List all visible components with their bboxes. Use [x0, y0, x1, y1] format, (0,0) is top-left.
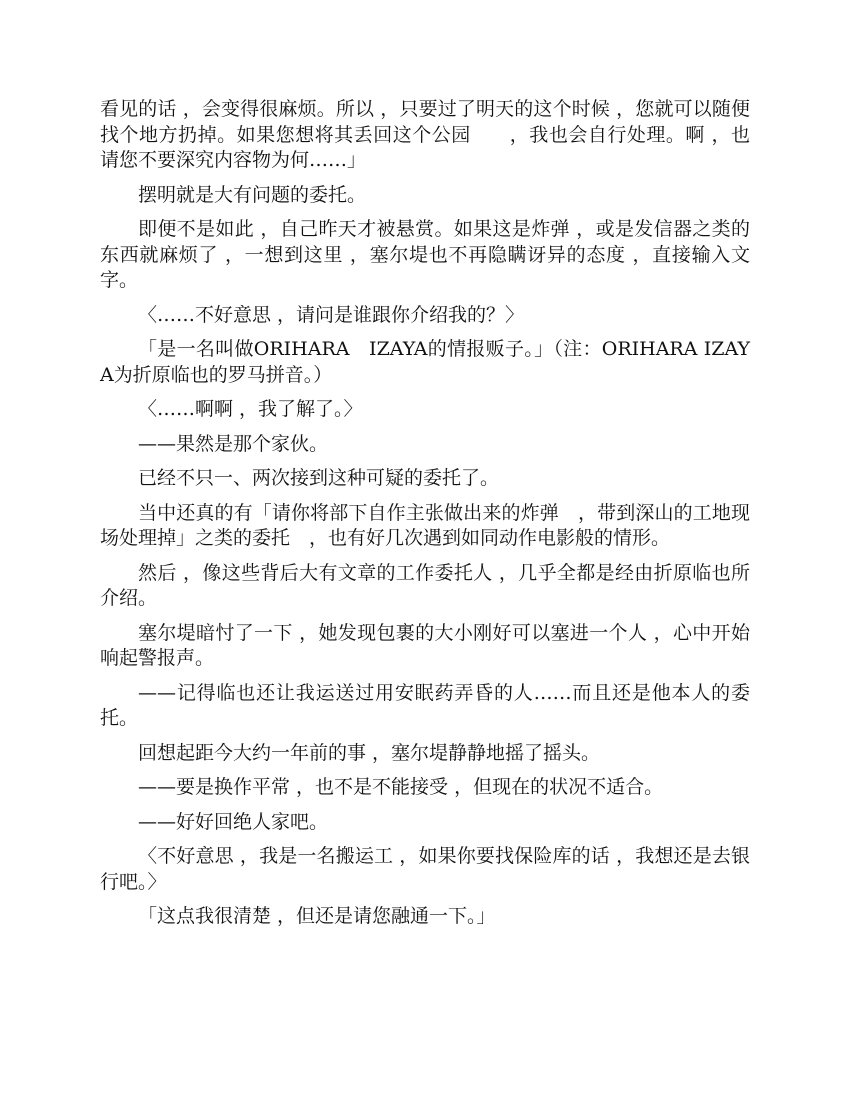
paragraph: ——果然是那个家伙。 — [138, 432, 329, 455]
paragraph: ——记得临也还让我运送过用安眠药弄昏的人……而且还是他本人的委托。 — [100, 681, 750, 729]
paragraph: 〈……不好意思 ，请问是谁跟你介绍我的？〉 — [138, 303, 525, 326]
paragraph: 「这点我很清楚 ，但还是请您融通一下。」 — [138, 905, 496, 927]
paragraph: 即便不是如此 ，自己昨天才被悬赏。如果这是炸弹 ，或是发信器之类的东西就麻烦了 ，一想到这里 ，塞尔堤也不再隐瞒讶异的态度 ，直接输入文字。 — [100, 218, 750, 291]
paragraph: 〈……啊啊 ，我了解了。〉 — [138, 398, 363, 420]
paragraph: 塞尔堤暗忖了一下 ，她发现包裹的大小刚好可以塞进一个人 ，心中开始响起警报声。 — [100, 621, 750, 669]
paragraph: 已经不只一、两次接到这种可疑的委托了。 — [138, 467, 500, 489]
paragraph: 「是一名叫做ORIHARA IZAYA的情报贩子。」（注：ORIHARA IZAYA为折原临也的罗马拼音。） — [100, 338, 750, 386]
paragraph: 然后 ，像这些背后大有文章的工作委托人 ，几乎全都是经由折原临也所介绍。 — [100, 561, 750, 609]
paragraph-continued: 看见的话 ，会变得很麻烦。所以 ，只要过了明天的这个时候 ，您就可以随便找个地方扔掉。如果您想将其丢回这个公园 ，我也会自行处理。啊 ，也请您不要深究内容物为何……」 — [100, 98, 750, 171]
paragraph: 〈不好意思 ，我是一名搬运工 ，如果你要找保险库的话 ，我想还是去银行吧。〉 — [100, 845, 750, 893]
paragraph: 回想起距今大约一年前的事 ，塞尔堤静静地摇了摇头。 — [138, 741, 601, 764]
document-page — [100, 97, 750, 939]
paragraph: 当中还真的有「请你将部下自作主张做出来的炸弹 ，带到深山的工地现场处理掉」之类的委托 ，也有好几次遇到如同动作电影般的情形。 — [100, 501, 750, 549]
paragraph: 摆明就是大有问题的委托。 — [138, 183, 367, 206]
paragraph: ——好好回绝人家吧。 — [138, 810, 329, 833]
paragraph: ——要是换作平常 ，也不是不能接受 ，但现在的状况不适合。 — [138, 776, 664, 798]
